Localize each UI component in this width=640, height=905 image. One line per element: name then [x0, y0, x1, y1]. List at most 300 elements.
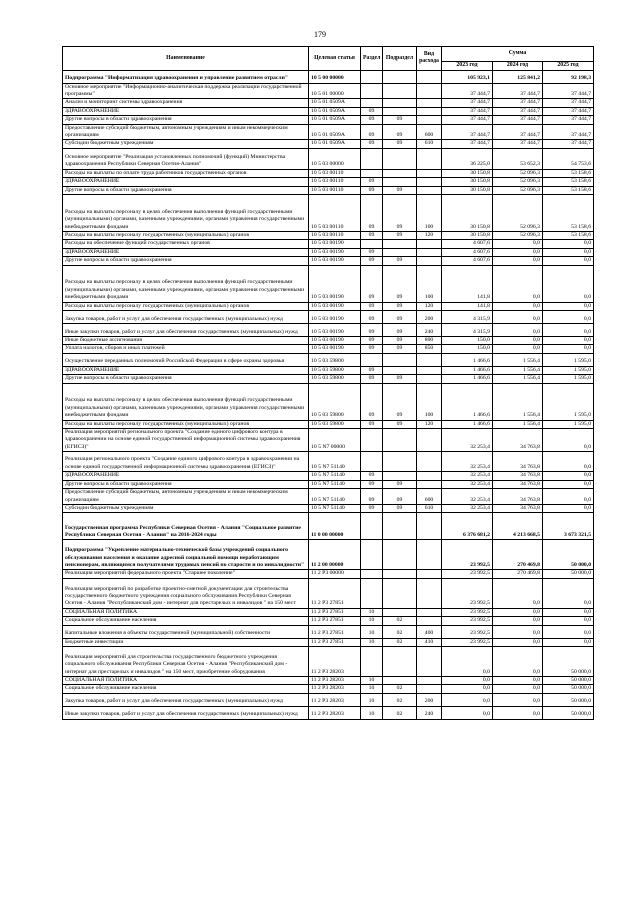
cell-sum-2023: 37 444,7: [442, 99, 493, 107]
header-expense-type: Вид расхода: [417, 47, 442, 71]
cell-sum-2025: 0,0: [543, 472, 594, 480]
cell-subsection: 09: [383, 257, 417, 265]
cell-subsection: [383, 107, 417, 115]
cell-subsection: 09: [383, 302, 417, 310]
cell-sum-2023: 32 253,4: [442, 480, 493, 488]
cell-name: Реализация мероприятий для строительства государственного бюджетного учреждения социального обслуживания Республики Северная Осетия - Алания "Республиканский дом - интернат для престарелых и инвалидов " на 150 мест, приобретение оборудования: [63, 646, 309, 676]
cell-section: 09: [361, 140, 383, 148]
cell-sum-2024: 37 444,7: [493, 140, 543, 148]
cell-name: Расходы на выплаты персоналу государственных (муниципальных) органов: [63, 302, 309, 310]
cell-section: 09: [361, 420, 383, 428]
cell-target: 11 0 00 00000: [309, 513, 361, 540]
cell-sum-2025: 37 444,7: [543, 116, 594, 124]
table-row: [63, 625, 594, 638]
header-sum: Сумма: [442, 47, 594, 62]
cell-sum-2024: 1 556,4: [493, 366, 543, 374]
cell-sum-2023: 105 923,1: [442, 70, 493, 83]
cell-sum-2023: 23 992,5: [442, 617, 493, 625]
cell-sum-2024: 37 444,7: [493, 124, 543, 140]
cell-name: Предоставление субсидий бюджетным, автономным учреждениям и иным некоммерческим организациям: [63, 124, 309, 140]
table-row: [63, 257, 594, 265]
cell-name: Расходы на выплаты персоналу государственных (муниципальных) органов: [63, 232, 309, 240]
cell-section: 09: [361, 375, 383, 383]
cell-sum-2024: 0,0: [493, 693, 543, 706]
cell-name: Другие вопросы в области здравоохранения: [63, 186, 309, 194]
cell-target: 10 5 01 0509А: [309, 99, 361, 107]
cell-sum-2024: 37 444,7: [493, 107, 543, 115]
table-row: [63, 178, 594, 186]
table-row: [63, 124, 594, 140]
cell-expense-type: 120: [417, 420, 442, 428]
header-2025: 2025 год: [543, 62, 594, 71]
cell-target: 10 5 03 00110: [309, 186, 361, 194]
cell-target: 10 5 03 00190: [309, 265, 361, 302]
cell-target: 10 5 03 00110: [309, 195, 361, 232]
cell-target: 11 2 P3 28203: [309, 706, 361, 719]
cell-target: 10 5 01 00000: [309, 83, 361, 99]
cell-name: Субсидии бюджетным учреждениям: [63, 504, 309, 512]
cell-section: 09: [361, 265, 383, 302]
table-header: [63, 47, 594, 71]
cell-subsection: [383, 676, 417, 684]
cell-sum-2023: 30 150,8: [442, 186, 493, 194]
cell-sum-2023: 30 150,8: [442, 169, 493, 177]
cell-expense-type: [417, 248, 442, 256]
cell-sum-2024: 0,0: [493, 578, 543, 608]
cell-sum-2023: 0,0: [442, 693, 493, 706]
cell-expense-type: [417, 83, 442, 99]
cell-sum-2023: 23 992,5: [442, 570, 493, 578]
cell-sum-2025: 53 158,6: [543, 232, 594, 240]
cell-target: 10 5 03 59800: [309, 375, 361, 383]
cell-subsection: 02: [383, 693, 417, 706]
cell-expense-type: [417, 685, 442, 693]
cell-target: 10 5 01 0509А: [309, 107, 361, 115]
cell-sum-2025: 54 753,6: [543, 148, 594, 169]
cell-section: [361, 513, 383, 540]
cell-name: ЗДРАВООХРАНЕНИЕ: [63, 366, 309, 374]
cell-sum-2025: 50 000,0: [543, 706, 594, 719]
cell-section: 10: [361, 685, 383, 693]
cell-sum-2024: 1 556,4: [493, 383, 543, 420]
cell-name: Закупка товаров, работ и услуг для обеспечения государственных (муниципальных) нужд: [63, 311, 309, 324]
cell-sum-2024: 0,0: [493, 646, 543, 676]
cell-expense-type: [417, 257, 442, 265]
cell-section: [361, 70, 383, 83]
cell-sum-2024: 52 096,3: [493, 232, 543, 240]
cell-name: Капитальные вложения в объекты государственной (муниципальной) собственности: [63, 625, 309, 638]
cell-target: 11 2 P3 28203: [309, 693, 361, 706]
cell-section: 10: [361, 608, 383, 616]
cell-subsection: 09: [383, 504, 417, 512]
cell-expense-type: [417, 429, 442, 452]
cell-sum-2025: 0,0: [543, 302, 594, 310]
header-target: Целевая статья: [309, 47, 361, 71]
cell-sum-2025: 0,0: [543, 489, 594, 505]
cell-target: 10 5 03 00110: [309, 232, 361, 240]
cell-name: Социальное обслуживание населения: [63, 685, 309, 693]
cell-target: 11 2 P3 27851: [309, 617, 361, 625]
cell-sum-2025: 0,0: [543, 625, 594, 638]
cell-name: Осуществление переданных полномочий Российской Федерации в сфере охраны здоровья: [63, 353, 309, 366]
cell-sum-2023: 37 444,7: [442, 83, 493, 99]
cell-subsection: 09: [383, 116, 417, 124]
cell-sum-2023: 4 607,6: [442, 257, 493, 265]
table-row: [63, 169, 594, 177]
cell-section: 10: [361, 706, 383, 719]
cell-target: 10 5 N7 51140: [309, 472, 361, 480]
cell-target: 10 5 03 00190: [309, 302, 361, 310]
table-row: [63, 540, 594, 570]
cell-target: 11 2 P3 00000: [309, 570, 361, 578]
cell-target: 10 5 01 0509А: [309, 124, 361, 140]
table-row: [63, 353, 594, 366]
cell-section: 09: [361, 107, 383, 115]
cell-sum-2024: 0,0: [493, 248, 543, 256]
cell-section: 09: [361, 366, 383, 374]
cell-expense-type: 100: [417, 195, 442, 232]
cell-section: 09: [361, 472, 383, 480]
cell-sum-2023: 23 992,5: [442, 625, 493, 638]
cell-sum-2024: 52 096,3: [493, 195, 543, 232]
cell-sum-2025: 0,0: [543, 429, 594, 452]
table-row: [63, 345, 594, 353]
cell-target: 10 5 03 00190: [309, 257, 361, 265]
cell-subsection: [383, 366, 417, 374]
cell-sum-2025: 1 595,0: [543, 420, 594, 428]
cell-sum-2024: 52 096,3: [493, 178, 543, 186]
cell-sum-2025: 0,0: [543, 504, 594, 512]
cell-sum-2023: 32 253,4: [442, 452, 493, 472]
cell-subsection: 09: [383, 375, 417, 383]
cell-sum-2024: 1 556,4: [493, 353, 543, 366]
cell-subsection: [383, 608, 417, 616]
table-row: [63, 706, 594, 719]
cell-name: Расходы на выплаты по оплате труда работников государственных органов: [63, 169, 309, 177]
cell-sum-2025: 37 444,7: [543, 83, 594, 99]
cell-sum-2023: 1 466,6: [442, 420, 493, 428]
cell-subsection: 09: [383, 124, 417, 140]
table-row: [63, 248, 594, 256]
cell-subsection: [383, 240, 417, 248]
cell-sum-2025: 50 000,0: [543, 540, 594, 570]
cell-name: Другие вопросы в области здравоохранения: [63, 257, 309, 265]
cell-sum-2025: 0,0: [543, 265, 594, 302]
cell-sum-2024: 1 556,4: [493, 420, 543, 428]
cell-subsection: 09: [383, 195, 417, 232]
cell-section: 09: [361, 116, 383, 124]
cell-name: СОЦИАЛЬНАЯ ПОЛИТИКА: [63, 676, 309, 684]
cell-name: Иные закупки товаров, работ и услуг для обеспечения государственных (муниципальных) нужд: [63, 324, 309, 337]
table-row: [63, 420, 594, 428]
cell-name: Реализация регионального проекта "Создание единого цифрового контура в здравоохранении на основе единой государственной информационной системы здравоохранения (ЕГИСЗ)": [63, 452, 309, 472]
cell-sum-2025: 0,0: [543, 452, 594, 472]
cell-expense-type: 850: [417, 345, 442, 353]
cell-section: 10: [361, 638, 383, 646]
cell-subsection: [383, 646, 417, 676]
cell-name: Иные закупки товаров, работ и услуг для обеспечения государственных (муниципальных) нужд: [63, 706, 309, 719]
cell-sum-2024: 53 652,3: [493, 148, 543, 169]
cell-sum-2023: 37 444,7: [442, 116, 493, 124]
table-row: [63, 83, 594, 99]
table-row: [63, 685, 594, 693]
cell-sum-2025: 0,0: [543, 578, 594, 608]
cell-section: [361, 452, 383, 472]
header-2023: 2023 год: [442, 62, 493, 71]
cell-sum-2024: 52 096,3: [493, 169, 543, 177]
cell-target: 11 2 P3 28203: [309, 685, 361, 693]
cell-section: [361, 148, 383, 169]
cell-sum-2023: 37 444,7: [442, 124, 493, 140]
cell-section: [361, 353, 383, 366]
cell-sum-2023: 1 466,6: [442, 383, 493, 420]
cell-sum-2024: 270 469,8: [493, 540, 543, 570]
table-row: [63, 140, 594, 148]
table-row: [63, 693, 594, 706]
cell-sum-2024: 34 763,8: [493, 452, 543, 472]
cell-target: 10 5 03 00190: [309, 345, 361, 353]
cell-sum-2025: 92 198,3: [543, 70, 594, 83]
cell-expense-type: [417, 646, 442, 676]
cell-sum-2023: 0,0: [442, 676, 493, 684]
cell-section: 09: [361, 248, 383, 256]
cell-sum-2023: 4 607,6: [442, 248, 493, 256]
cell-target: 11 2 P3 27851: [309, 578, 361, 608]
cell-sum-2023: 1 466,6: [442, 375, 493, 383]
cell-expense-type: 200: [417, 311, 442, 324]
cell-sum-2024: 270 469,8: [493, 570, 543, 578]
cell-expense-type: [417, 578, 442, 608]
cell-sum-2024: 37 444,7: [493, 99, 543, 107]
table-row: [63, 195, 594, 232]
cell-sum-2024: 0,0: [493, 685, 543, 693]
cell-target: 11 2 P3 27851: [309, 625, 361, 638]
table-row: [63, 148, 594, 169]
cell-expense-type: [417, 570, 442, 578]
cell-sum-2025: 0,0: [543, 345, 594, 353]
cell-expense-type: 240: [417, 706, 442, 719]
cell-sum-2024: 1 556,4: [493, 375, 543, 383]
cell-sum-2025: 50 000,0: [543, 570, 594, 578]
table-row: [63, 570, 594, 578]
cell-expense-type: 610: [417, 140, 442, 148]
cell-sum-2025: 0,0: [543, 248, 594, 256]
cell-subsection: [383, 148, 417, 169]
cell-name: Основное мероприятие "Информационно-аналитическая поддержка реализации государственной программы": [63, 83, 309, 99]
cell-target: 10 5 03 59800: [309, 383, 361, 420]
cell-expense-type: 800: [417, 337, 442, 345]
cell-sum-2023: 0,0: [442, 685, 493, 693]
cell-sum-2023: 141,8: [442, 302, 493, 310]
table-row: [63, 504, 594, 512]
cell-sum-2025: 1 595,0: [543, 366, 594, 374]
cell-sum-2024: 0,0: [493, 608, 543, 616]
cell-sum-2025: 37 444,7: [543, 107, 594, 115]
cell-section: 09: [361, 324, 383, 337]
cell-section: 09: [361, 345, 383, 353]
cell-section: [361, 646, 383, 676]
cell-target: 10 5 N7 51140: [309, 480, 361, 488]
cell-subsection: 09: [383, 232, 417, 240]
table-row: [63, 232, 594, 240]
cell-expense-type: [417, 452, 442, 472]
table-row: [63, 638, 594, 646]
cell-sum-2025: 3 673 321,5: [543, 513, 594, 540]
table-body: [63, 70, 594, 719]
cell-subsection: [383, 513, 417, 540]
cell-name: Подпрограмма "Укрепление материально-технической базы учреждений социального обслуживания населения и оказание адресной социальной помощи неработающим пенсионерам, являющимся получателями трудовых пенсий по старости и по инвалидности": [63, 540, 309, 570]
cell-sum-2023: 32 253,4: [442, 472, 493, 480]
cell-sum-2024: 0,0: [493, 638, 543, 646]
cell-expense-type: [417, 375, 442, 383]
cell-name: Реализация мероприятий федерального проекта "Старшее поколение": [63, 570, 309, 578]
cell-sum-2024: 34 763,8: [493, 429, 543, 452]
cell-sum-2025: 50 000,0: [543, 693, 594, 706]
cell-sum-2024: 0,0: [493, 311, 543, 324]
cell-expense-type: [417, 353, 442, 366]
cell-section: [361, 570, 383, 578]
cell-sum-2023: 1 466,6: [442, 366, 493, 374]
cell-target: 10 5 03 00190: [309, 337, 361, 345]
cell-expense-type: 240: [417, 324, 442, 337]
cell-sum-2025: 53 158,6: [543, 195, 594, 232]
cell-section: 09: [361, 257, 383, 265]
cell-sum-2025: 0,0: [543, 240, 594, 248]
cell-expense-type: [417, 240, 442, 248]
cell-name: Реализация мероприятий регионального проекта "Создание единого цифрового контура в здравоохранении на основе единой государственной информационной системы здравоохранения (ЕГИСЗ)": [63, 429, 309, 452]
cell-sum-2023: 4 607,6: [442, 240, 493, 248]
table-row: [63, 480, 594, 488]
cell-sum-2025: 1 595,0: [543, 353, 594, 366]
cell-subsection: 09: [383, 383, 417, 420]
table-row: [63, 452, 594, 472]
cell-sum-2024: 34 763,8: [493, 472, 543, 480]
cell-sum-2024: 0,0: [493, 257, 543, 265]
cell-name: Подпрограмма "Информатизация здравоохранения и управление развитием отрасли": [63, 70, 309, 83]
table-row: [63, 513, 594, 540]
cell-name: Бюджетные инвестиции: [63, 638, 309, 646]
cell-sum-2023: 0,0: [442, 646, 493, 676]
table-row: [63, 324, 594, 337]
cell-sum-2025: 50 000,0: [543, 685, 594, 693]
cell-name: Уплата налогов, сборов и иных платежей: [63, 345, 309, 353]
header-section: Раздел: [361, 47, 383, 71]
cell-subsection: [383, 472, 417, 480]
cell-sum-2023: 36 225,0: [442, 148, 493, 169]
cell-subsection: 09: [383, 337, 417, 345]
cell-section: [361, 83, 383, 99]
cell-target: 10 5 03 59800: [309, 353, 361, 366]
cell-sum-2025: 0,0: [543, 617, 594, 625]
cell-sum-2025: 37 444,7: [543, 99, 594, 107]
cell-sum-2024: 4 213 668,5: [493, 513, 543, 540]
cell-subsection: 09: [383, 265, 417, 302]
cell-subsection: [383, 452, 417, 472]
cell-sum-2023: 141,8: [442, 265, 493, 302]
cell-expense-type: [417, 608, 442, 616]
cell-name: Другие вопросы в области здравоохранения: [63, 375, 309, 383]
cell-subsection: 09: [383, 186, 417, 194]
cell-expense-type: [417, 148, 442, 169]
cell-section: 10: [361, 625, 383, 638]
cell-expense-type: 100: [417, 265, 442, 302]
cell-expense-type: [417, 70, 442, 83]
cell-sum-2025: 1 595,0: [543, 375, 594, 383]
cell-sum-2025: 0,0: [543, 257, 594, 265]
table-row: [63, 186, 594, 194]
table-row: [63, 116, 594, 124]
table-row: [63, 608, 594, 616]
cell-expense-type: [417, 99, 442, 107]
page-number: 179: [314, 30, 326, 39]
cell-name: Расходы на обеспечение функций государственных органов: [63, 240, 309, 248]
cell-expense-type: 120: [417, 232, 442, 240]
cell-name: ЗДРАВООХРАНЕНИЕ: [63, 178, 309, 186]
cell-name: Субсидии бюджетным учреждениям: [63, 140, 309, 148]
cell-sum-2025: 50 000,0: [543, 646, 594, 676]
cell-subsection: [383, 570, 417, 578]
header-name: Наименование: [63, 47, 309, 71]
table-row: [63, 646, 594, 676]
cell-section: 09: [361, 480, 383, 488]
table-row: [63, 99, 594, 107]
cell-target: 10 5 N7 00000: [309, 429, 361, 452]
cell-expense-type: [417, 480, 442, 488]
cell-name: Реализация мероприятий по разработке проектно-сметной документации для строительства государственного бюджетного учреждения социального обслуживания Республики Северная Осетия - Алания "Республиканский дом - интернат для престарелых и инвалидов " на 150 мест: [63, 578, 309, 608]
cell-target: 10 5 03 00110: [309, 178, 361, 186]
cell-subsection: [383, 540, 417, 570]
cell-sum-2023: 4 315,9: [442, 311, 493, 324]
cell-section: [361, 169, 383, 177]
cell-expense-type: 600: [417, 124, 442, 140]
cell-expense-type: [417, 676, 442, 684]
cell-subsection: 02: [383, 638, 417, 646]
cell-subsection: 09: [383, 140, 417, 148]
cell-sum-2023: 37 444,7: [442, 140, 493, 148]
cell-name: Расходы на выплаты персоналу государственных (муниципальных) органов: [63, 420, 309, 428]
cell-section: 09: [361, 195, 383, 232]
cell-expense-type: [417, 617, 442, 625]
cell-sum-2023: 32 253,4: [442, 489, 493, 505]
cell-target: 11 2 P3 28203: [309, 646, 361, 676]
cell-subsection: 09: [383, 311, 417, 324]
cell-expense-type: [417, 472, 442, 480]
cell-expense-type: [417, 366, 442, 374]
cell-target: 10 5 01 0509А: [309, 140, 361, 148]
cell-sum-2025: 0,0: [543, 311, 594, 324]
cell-subsection: [383, 99, 417, 107]
cell-target: 10 5 03 59800: [309, 366, 361, 374]
cell-sum-2024: 0,0: [493, 240, 543, 248]
cell-name: Другие вопросы в области здравоохранения: [63, 116, 309, 124]
cell-sum-2024: 0,0: [493, 706, 543, 719]
cell-target: 11 2 00 00000: [309, 540, 361, 570]
cell-section: [361, 578, 383, 608]
cell-name: Основное мероприятие "Реализация установленных полномочий (функций) Министерства здравоохранения Республики Северная Осетия-Алания": [63, 148, 309, 169]
cell-expense-type: 410: [417, 638, 442, 646]
cell-sum-2025: 0,0: [543, 608, 594, 616]
cell-section: 09: [361, 302, 383, 310]
table-row: [63, 578, 594, 608]
cell-target: 10 5 N7 51140: [309, 504, 361, 512]
cell-name: ЗДРАВООХРАНЕНИЕ: [63, 107, 309, 115]
cell-subsection: 02: [383, 625, 417, 638]
table-row: [63, 240, 594, 248]
header-2024: 2024 год: [493, 62, 543, 71]
cell-subsection: 09: [383, 420, 417, 428]
cell-subsection: [383, 578, 417, 608]
cell-subsection: [383, 248, 417, 256]
